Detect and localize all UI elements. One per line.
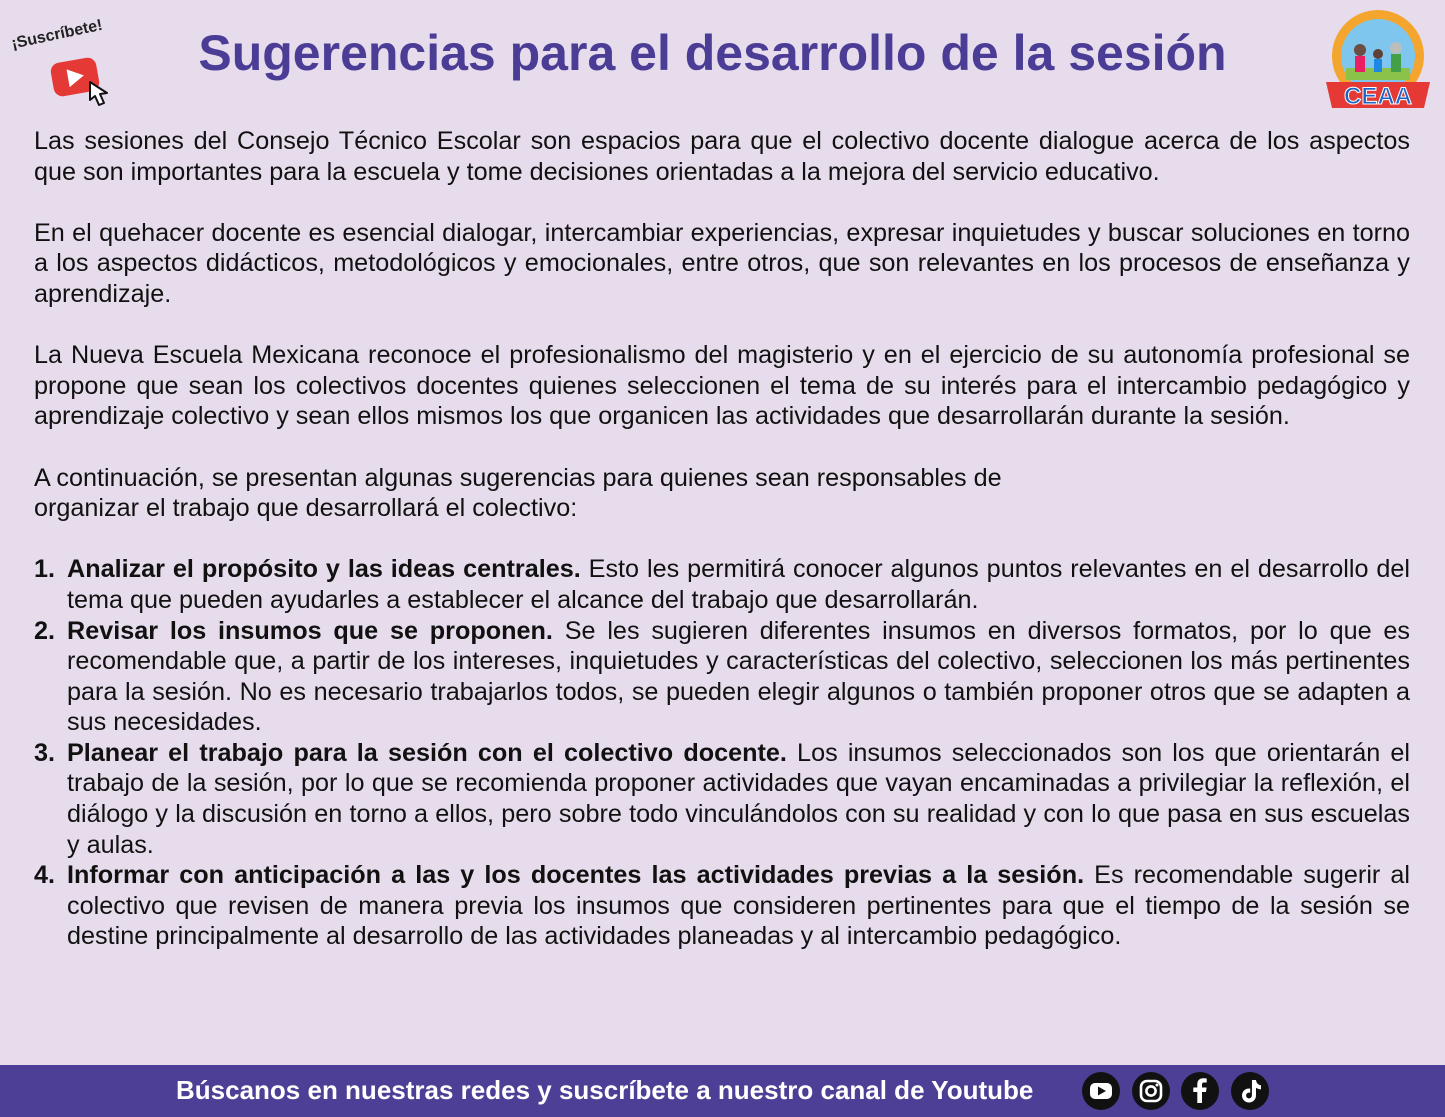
- list-item-heading: Planear el trabajo para la sesión con el colectivo docente.: [67, 738, 787, 767]
- list-number: 2.: [34, 616, 56, 645]
- list-item-text: Los insumos seleccionados son los que orientarán el trabajo de la sesión, por lo que se recomienda proponer actividades que vayan encaminadas a privilegiar la reflexión, el diálogo y la discusión en torno a ellos, pero sobre todo vinculándolos con su realidad y con lo que pasa en sus escuelas y aulas.: [67, 738, 1411, 859]
- ceaa-logo: [1320, 8, 1436, 112]
- lead-in-line-2: organizar el trabajo que desarrollará el colectivo:: [34, 494, 578, 523]
- list-item: [34, 554, 1410, 615]
- lead-in-line-1: A continuación, se presentan algunas sugerencias para quienes sean responsables de: [34, 463, 1002, 492]
- paragraph-nem: La Nueva Escuela Mexicana reconoce el profesionalismo del magisterio y en el ejercicio de su autonomía profesional se propone que sean los colectivos docentes quienes seleccionen el tema de su interés para el intercambio pedagógico y aprendizaje colectivo y sean ellos mismos los que organicen las actividades que desarrollarán durante la sesión.: [34, 341, 1410, 431]
- list-item-heading: Analizar el propósito y las ideas centrales.: [67, 555, 581, 584]
- footer-bar: [0, 1065, 1445, 1117]
- list-item-text: Se les sugieren diferentes insumos en diversos formatos, por lo que es recomendable que, a partir de los intereses, inquietudes y características del colectivo, seleccionen los más pertinentes para la sesión. No es necesario trabajarlos todos, se pueden elegir algunos o también proponer otros que se adapten a sus necesidades.: [67, 616, 1411, 737]
- list-item-text: Es recomendable sugerir al colectivo que revisen de manera previa los insumos que consideren pertinentes para que el tiempo de la sesión se destine principalmente al desarrollo de las actividades planeadas y al intercambio pedagógico.: [67, 861, 1410, 951]
- footer-text: Búscanos en nuestras redes y suscríbete a nuestro canal de Youtube: [176, 1075, 1034, 1105]
- facebook-icon[interactable]: [1180, 1071, 1220, 1111]
- document-body: [34, 126, 1410, 952]
- paragraph-intro: Las sesiones del Consejo Técnico Escolar son espacios para que el colectivo docente dialogue acerca de los aspectos que son importantes para la escuela y tome decisiones orientadas a la mejora del servicio educativo.: [34, 127, 1410, 186]
- list-item-text: Esto les permitirá conocer algunos puntos relevantes en el desarrollo del tema que pueden ayudarles a establecer el alcance del trabajo que desarrollarán.: [67, 555, 1410, 614]
- list-item-heading: Revisar los insumos que se proponen.: [67, 616, 553, 645]
- subscribe-label: ¡Suscríbete!: [10, 16, 104, 53]
- page-title: Sugerencias para el desarrollo de la sesión: [198, 25, 1227, 81]
- suggestions-list: [34, 554, 1410, 952]
- instagram-icon[interactable]: [1131, 1071, 1171, 1111]
- youtube-play-icon: [50, 52, 122, 112]
- list-item: [34, 616, 1410, 738]
- youtube-icon[interactable]: [1081, 1071, 1121, 1111]
- paragraph-dialogue: En el quehacer docente es esencial dialogar, intercambiar experiencias, expresar inquietudes y buscar soluciones en torno a los aspectos didácticos, metodológicos y emocionales, entre otros, que son relevantes en los procesos de enseñanza y aprendizaje.: [34, 218, 1410, 308]
- tiktok-icon[interactable]: [1230, 1071, 1270, 1111]
- list-number: 1.: [34, 555, 56, 584]
- list-number: 3.: [34, 738, 56, 767]
- logo-text: CEAA: [1343, 83, 1413, 110]
- subscribe-badge[interactable]: [6, 18, 126, 98]
- list-item: [34, 860, 1410, 952]
- list-item: [34, 738, 1410, 860]
- list-number: 4.: [34, 861, 56, 890]
- paragraph-lead-in: [34, 463, 1410, 524]
- list-item-heading: Informar con anticipación a las y los docentes las actividades previas a la sesión.: [67, 861, 1085, 890]
